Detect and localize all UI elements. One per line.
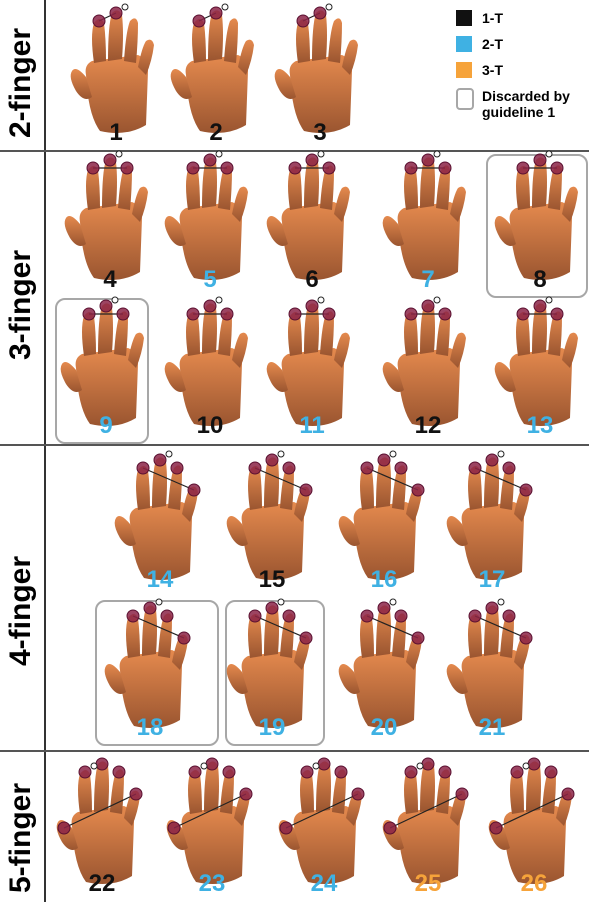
gesture-cell	[378, 298, 478, 448]
hand-illustration	[115, 457, 198, 580]
row-label-2-finger: 2-finger	[4, 27, 37, 138]
touch-point	[204, 154, 216, 166]
hand-illustration	[279, 761, 362, 884]
hand-illustration	[495, 157, 578, 280]
motion-marker	[278, 599, 284, 605]
touch-point	[58, 822, 70, 834]
gesture-hand	[160, 152, 260, 282]
legend-label-discarded: Discarded by guideline 1	[482, 88, 570, 120]
touch-point	[551, 308, 563, 320]
gesture-cell	[378, 756, 478, 906]
gesture-hand	[100, 600, 200, 730]
row-divider	[0, 750, 589, 752]
gesture-number: 7	[421, 266, 435, 293]
gesture-hand	[160, 298, 260, 428]
gesture-number: 16	[370, 566, 398, 593]
touch-point	[171, 462, 183, 474]
touch-point	[104, 154, 116, 166]
touch-point	[503, 610, 515, 622]
touch-point	[283, 462, 295, 474]
touch-point	[168, 822, 180, 834]
touch-link-line	[367, 616, 418, 638]
gesture-hand	[166, 5, 266, 135]
legend-swatch-1t	[456, 10, 472, 26]
touch-point	[96, 758, 108, 770]
touch-point	[240, 788, 252, 800]
finger	[328, 18, 342, 63]
touch-point	[314, 7, 326, 19]
touch-point	[297, 15, 309, 27]
vertical-divider	[44, 0, 46, 902]
gesture-number: 24	[310, 870, 338, 897]
gesture-cell	[262, 152, 362, 302]
touch-point	[83, 308, 95, 320]
motion-marker	[122, 4, 128, 10]
gesture-number: 13	[526, 412, 554, 439]
touch-point	[528, 758, 540, 770]
legend-swatch-2t	[456, 36, 472, 52]
touch-point	[130, 788, 142, 800]
gesture-cell	[162, 756, 262, 906]
gesture-number: 6	[305, 266, 319, 293]
gesture-hand	[442, 452, 542, 582]
touch-point	[545, 766, 557, 778]
motion-marker	[91, 763, 97, 769]
motion-marker	[326, 4, 332, 10]
hand-illustration	[61, 303, 144, 426]
touch-point	[221, 308, 233, 320]
touch-point	[210, 7, 222, 19]
gesture-cell	[166, 5, 266, 155]
gesture-cell	[222, 600, 322, 750]
touch-point	[520, 484, 532, 496]
touch-point	[121, 162, 133, 174]
gesture-hand	[274, 756, 374, 886]
hand-illustration	[383, 761, 466, 884]
gesture-hand	[490, 152, 589, 282]
gesture-hand	[484, 756, 584, 886]
touch-point	[378, 454, 390, 466]
gesture-number: 10	[196, 412, 224, 439]
gesture-cell	[100, 600, 200, 750]
gesture-hand	[262, 152, 362, 282]
row-label-3-finger: 3-finger	[4, 249, 37, 360]
touch-point	[551, 162, 563, 174]
touch-point	[188, 484, 200, 496]
touch-point	[412, 632, 424, 644]
gesture-cell	[66, 5, 166, 155]
row-label-5-finger: 5-finger	[4, 782, 37, 893]
touch-point	[511, 766, 523, 778]
motion-marker	[390, 599, 396, 605]
touch-point	[422, 154, 434, 166]
touch-point	[113, 766, 125, 778]
touch-point	[384, 822, 396, 834]
gesture-cell	[334, 600, 434, 750]
touch-point	[439, 308, 451, 320]
touch-point	[562, 788, 574, 800]
touch-point	[289, 308, 301, 320]
hand-illustration	[383, 157, 466, 280]
row-label-4-finger: 4-finger	[4, 555, 37, 666]
touch-point	[289, 162, 301, 174]
touch-point	[517, 308, 529, 320]
legend-swatch-discarded	[456, 88, 474, 110]
hand-illustration	[267, 157, 350, 280]
gesture-hand	[334, 600, 434, 730]
motion-marker	[318, 297, 324, 303]
touch-point	[405, 162, 417, 174]
gesture-hand	[222, 452, 322, 582]
gesture-number: 15	[258, 566, 286, 593]
gesture-number: 23	[198, 870, 226, 897]
touch-point	[534, 154, 546, 166]
gesture-number: 12	[414, 412, 442, 439]
motion-marker	[390, 451, 396, 457]
touch-point	[100, 300, 112, 312]
touch-point	[189, 766, 201, 778]
touch-point	[517, 162, 529, 174]
touch-point	[79, 766, 91, 778]
touch-point	[439, 766, 451, 778]
gesture-cell	[442, 600, 542, 750]
motion-marker	[116, 151, 122, 157]
gesture-number: 17	[478, 566, 506, 593]
touch-point	[110, 7, 122, 19]
touch-point	[306, 300, 318, 312]
motion-marker	[318, 151, 324, 157]
hand-illustration	[227, 605, 310, 728]
legend-label-3t: 3-T	[482, 62, 503, 78]
gesture-hand	[110, 452, 210, 582]
gesture-hand	[66, 5, 166, 135]
motion-marker	[201, 763, 207, 769]
touch-point	[300, 632, 312, 644]
touch-point	[439, 162, 451, 174]
hand-illustration	[383, 303, 466, 426]
touch-point	[503, 462, 515, 474]
hand-illustration	[267, 303, 350, 426]
gesture-hand	[162, 756, 262, 886]
touch-link-line	[475, 616, 526, 638]
touch-point	[469, 610, 481, 622]
touch-point	[206, 758, 218, 770]
gesture-number: 25	[414, 870, 442, 897]
finger	[224, 18, 238, 63]
touch-point	[456, 788, 468, 800]
touch-point	[361, 610, 373, 622]
motion-marker	[523, 763, 529, 769]
touch-point	[266, 454, 278, 466]
gesture-number: 9	[99, 412, 113, 439]
gesture-hand	[442, 600, 542, 730]
touch-point	[283, 610, 295, 622]
touch-point	[318, 758, 330, 770]
touch-point	[469, 462, 481, 474]
gesture-hand	[378, 152, 478, 282]
gesture-number: 4	[103, 266, 117, 293]
gesture-hand	[52, 756, 152, 886]
gesture-cell	[378, 152, 478, 302]
hand-illustration	[167, 761, 250, 884]
touch-point	[300, 484, 312, 496]
legend-label-2t: 2-T	[482, 36, 503, 52]
touch-point	[422, 758, 434, 770]
hand-illustration	[105, 605, 188, 728]
hand-illustration	[275, 10, 358, 133]
hand-illustration	[171, 10, 254, 133]
touch-point	[137, 462, 149, 474]
touch-point	[352, 788, 364, 800]
touch-point	[117, 308, 129, 320]
touch-point	[221, 162, 233, 174]
touch-point	[323, 162, 335, 174]
touch-link-line	[143, 468, 194, 490]
hand-illustration	[489, 761, 572, 884]
touch-point	[161, 610, 173, 622]
motion-marker	[216, 151, 222, 157]
touch-point	[187, 308, 199, 320]
legend-swatch-3t	[456, 62, 472, 78]
gesture-hand	[270, 5, 370, 135]
legend-label-1t: 1-T	[482, 10, 503, 26]
touch-point	[486, 454, 498, 466]
touch-point	[178, 632, 190, 644]
touch-point	[361, 462, 373, 474]
hand-illustration	[165, 157, 248, 280]
hand-illustration	[165, 303, 248, 426]
touch-point	[87, 162, 99, 174]
hand-illustration	[447, 605, 530, 728]
touch-link-line	[255, 468, 306, 490]
motion-marker	[417, 763, 423, 769]
gesture-cell	[270, 5, 370, 155]
gesture-hand	[378, 298, 478, 428]
touch-point	[395, 610, 407, 622]
gesture-hand	[222, 600, 322, 730]
touch-point	[144, 602, 156, 614]
gesture-cell	[160, 152, 260, 302]
touch-point	[280, 822, 292, 834]
touch-point	[306, 154, 318, 166]
touch-point	[486, 602, 498, 614]
gesture-cell	[110, 452, 210, 602]
gesture-number: 8	[533, 266, 547, 293]
touch-link-line	[255, 616, 306, 638]
motion-marker	[216, 297, 222, 303]
touch-point	[395, 462, 407, 474]
gesture-cell	[484, 756, 584, 906]
gesture-cell	[490, 152, 589, 302]
gesture-number: 19	[258, 714, 286, 741]
hand-illustration	[339, 605, 422, 728]
touch-link-line	[475, 468, 526, 490]
gesture-cell	[334, 452, 434, 602]
gesture-hand	[60, 152, 160, 282]
gesture-hand	[378, 756, 478, 886]
motion-marker	[156, 599, 162, 605]
gesture-number: 20	[370, 714, 398, 741]
touch-point	[490, 822, 502, 834]
touch-point	[378, 602, 390, 614]
touch-point	[223, 766, 235, 778]
gesture-cell	[56, 298, 156, 448]
gesture-cell	[490, 298, 589, 448]
motion-marker	[434, 151, 440, 157]
hand-illustration	[339, 457, 422, 580]
finger	[124, 18, 138, 63]
hand-illustration	[227, 457, 310, 580]
gesture-hand	[334, 452, 434, 582]
touch-link-line	[133, 616, 184, 638]
gesture-cell	[160, 298, 260, 448]
touch-point	[335, 766, 347, 778]
gesture-cell	[60, 152, 160, 302]
touch-point	[405, 308, 417, 320]
touch-point	[301, 766, 313, 778]
hand-illustration	[65, 157, 148, 280]
gesture-cell	[442, 452, 542, 602]
gesture-cell	[52, 756, 152, 906]
motion-marker	[498, 599, 504, 605]
gesture-cell	[274, 756, 374, 906]
touch-link-line	[367, 468, 418, 490]
hand-illustration	[57, 761, 140, 884]
motion-marker	[434, 297, 440, 303]
touch-point	[249, 610, 261, 622]
gesture-number: 1	[109, 119, 123, 146]
touch-point	[93, 15, 105, 27]
gesture-number: 2	[209, 119, 223, 146]
touch-point	[534, 300, 546, 312]
touch-point	[127, 610, 139, 622]
touch-point	[520, 632, 532, 644]
motion-marker	[498, 451, 504, 457]
gesture-number: 14	[146, 566, 174, 593]
gesture-cell	[262, 298, 362, 448]
gesture-number: 26	[520, 870, 548, 897]
motion-marker	[546, 297, 552, 303]
touch-point	[204, 300, 216, 312]
gesture-number: 21	[478, 714, 506, 741]
gesture-hand	[490, 298, 589, 428]
gesture-number: 11	[299, 412, 325, 439]
touch-point	[323, 308, 335, 320]
gesture-cell	[222, 452, 322, 602]
touch-point	[193, 15, 205, 27]
motion-marker	[313, 763, 319, 769]
motion-marker	[278, 451, 284, 457]
touch-point	[412, 484, 424, 496]
motion-marker	[222, 4, 228, 10]
gesture-number: 18	[136, 714, 164, 741]
hand-illustration	[495, 303, 578, 426]
hand-illustration	[71, 10, 154, 133]
touch-point	[405, 766, 417, 778]
touch-point	[422, 300, 434, 312]
touch-point	[266, 602, 278, 614]
gesture-number: 5	[203, 266, 217, 293]
hand-illustration	[447, 457, 530, 580]
gesture-number: 3	[313, 119, 327, 146]
touch-point	[154, 454, 166, 466]
touch-point	[249, 462, 261, 474]
motion-marker	[166, 451, 172, 457]
gesture-hand	[262, 298, 362, 428]
motion-marker	[546, 151, 552, 157]
touch-point	[187, 162, 199, 174]
gesture-number: 22	[88, 870, 116, 897]
gesture-hand	[56, 298, 156, 428]
motion-marker	[112, 297, 118, 303]
